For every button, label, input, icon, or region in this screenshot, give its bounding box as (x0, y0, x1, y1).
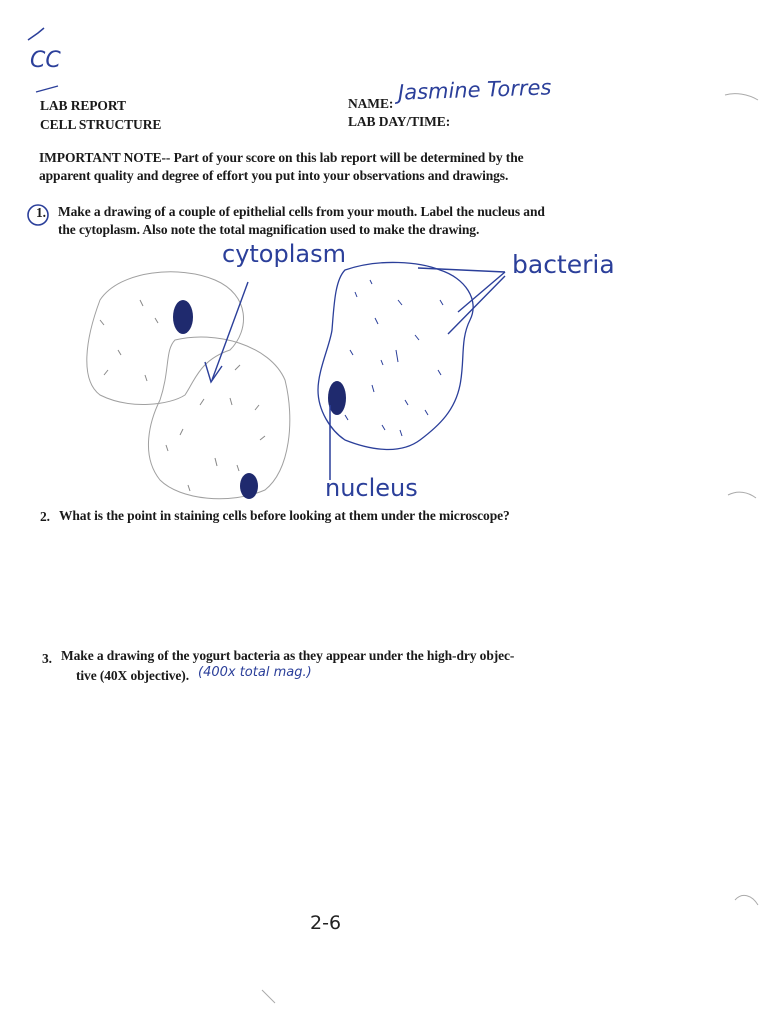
question-2-number: 2. (40, 509, 50, 524)
grade-underline (36, 86, 58, 92)
check-mark-icon (28, 28, 44, 40)
name-label: NAME: (348, 96, 394, 111)
question-1-line2: the cytoplasm. Also note the total magnification used to make the drawing. (58, 222, 480, 237)
grade-mark: CC (30, 48, 61, 73)
stray-mark (728, 492, 756, 498)
page-number: 2-6 (310, 912, 342, 934)
student-name: Jasmine Torres (397, 75, 552, 105)
question-1-number: 1. (36, 205, 46, 220)
nucleus-2 (240, 473, 258, 499)
ink-cytoplasm-marks (345, 280, 443, 436)
nucleus-label: nucleus (325, 474, 418, 502)
ink-cell (318, 262, 473, 449)
bacteria-label: bacteria (512, 250, 615, 279)
report-title-line2: CELL STRUCTURE (40, 117, 162, 132)
cytoplasm-arrow (212, 282, 248, 380)
stray-mark (735, 895, 758, 905)
question-3-handwritten-note: (400x total mag.) (198, 665, 312, 680)
stray-mark (725, 94, 758, 100)
lab-day-label: LAB DAY/TIME: (348, 114, 451, 129)
question-1-circle-icon (28, 205, 48, 225)
question-2-line1: What is the point in staining cells before looking at them under the microscope? (59, 508, 510, 523)
cytoplasm-label: cytoplasm (222, 240, 346, 268)
arrow-head-icon (205, 362, 222, 382)
question-1-line1: Make a drawing of a couple of epithelial cells from your mouth. Label the nucleus and (58, 204, 545, 219)
report-title-line1: LAB REPORT (40, 98, 126, 113)
note-line1: IMPORTANT NOTE-- Part of your score on this lab report will be determined by the (39, 150, 524, 165)
question-3-line1: Make a drawing of the yogurt bacteria as they appear under the high-dry objec- (61, 648, 515, 663)
stray-mark (262, 990, 275, 1003)
note-line2: apparent quality and degree of effort you put into your observations and drawings. (39, 168, 509, 183)
question-3-line2: tive (40X objective). (76, 668, 189, 683)
question-3-number: 3. (42, 651, 52, 666)
nucleus-1 (173, 300, 193, 334)
bacteria-pointers (418, 268, 505, 334)
